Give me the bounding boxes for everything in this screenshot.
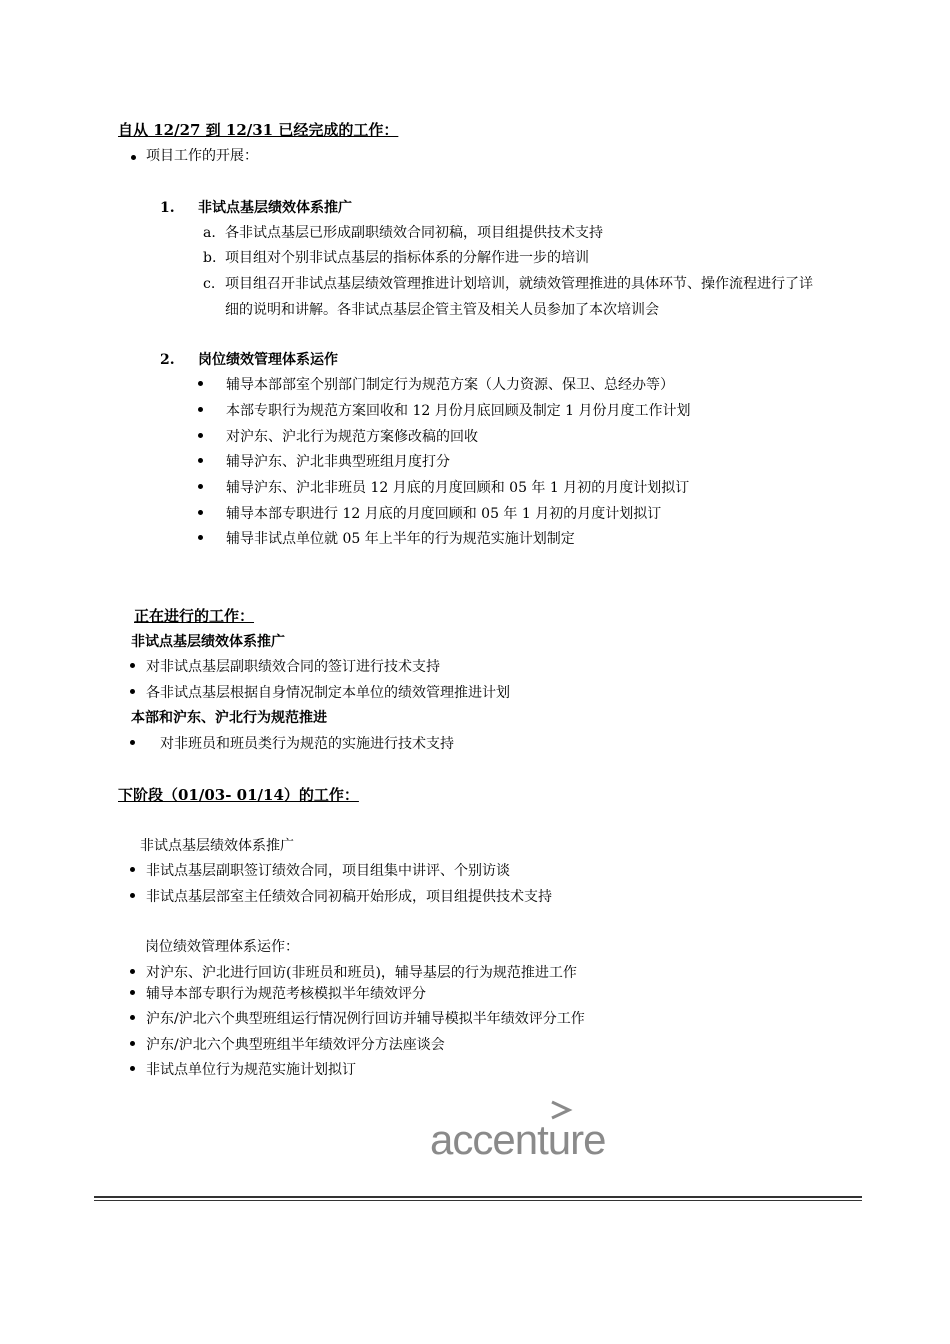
accenture-logo [428,1098,643,1160]
sub-mark-a: a. [203,225,216,241]
section2-group1-bullet: 对非试点基层副职绩效合同的签订进行技术支持 [146,659,440,675]
bullet-dot [130,893,135,898]
section2-group2-title: 本部和沪东、沪北行为规范推进 [131,710,327,726]
bullet-dot [130,1041,135,1046]
sub-item-c: 项目组召开非试点基层绩效管理推进计划培训，就绩效管理推进的具体环节、操作流程进行了详细的说明和讲解。各非试点基层企管主管及相关人员参加了本次培训会 [225,276,813,318]
bullet-dot [130,867,135,872]
item2-bullet: 对沪东、沪北行为规范方案修改稿的回收 [226,429,478,445]
sub-item-b: 项目组对个别非试点基层的指标体系的分解作进一步的培训 [225,250,589,266]
bullet-dot [130,740,135,745]
section2-heading: 正在进行的工作： [134,607,255,625]
section3-group1-bullet: 非试点基层副职签订绩效合同，项目组集中讲评、个别访谈 [146,863,510,879]
section2-group1-bullet: 各非试点基层根据自身情况制定本单位的绩效管理推进计划 [146,685,510,701]
item2-bullet: 辅导本部部室个别部门制定行为规范方案（人力资源、保卫、总经办等） [226,377,674,393]
item2-title: 岗位绩效管理体系运作 [198,352,338,368]
section2-group1-title: 非试点基层绩效体系推广 [131,634,285,650]
bullet-dot [130,689,135,694]
bullet-dot [198,433,203,438]
bullet-dot [130,1015,135,1020]
section3-group1-title: 非试点基层绩效体系推广 [140,838,294,854]
bullet-dot [131,155,136,160]
logo-wordmark: accenture [430,1116,606,1160]
bullet-dot [130,1066,135,1071]
section3-group2-bullet: 非试点单位行为规范实施计划拟订 [146,1062,356,1078]
section3-group1-bullet: 非试点基层部室主任绩效合同初稿开始形成，项目组提供技术支持 [146,889,552,905]
section1-bullet: 项目工作的开展： [146,148,258,164]
sub-item-a: 各非试点基层已形成副职绩效合同初稿，项目组提供技术支持 [225,225,603,241]
bullet-dot [198,510,203,515]
section3-group2-title: 岗位绩效管理体系运作： [145,939,299,955]
item2-bullet: 本部专职行为规范方案回收和 12 月份月底回顾及制定 1 月份月度工作计划 [226,403,691,419]
bullet-dot [130,663,135,668]
section3-group2-bullet: 对沪东、沪北进行回访(非班员和班员)，辅导基层的行为规范推进工作 [146,965,577,981]
footer-rule [94,1196,862,1198]
bullet-dot [130,990,135,995]
bullet-dot [130,969,135,974]
bullet-dot [198,381,203,386]
section3-group2-bullet: 沪东/沪北六个典型班组运行情况例行回访并辅导模拟半年绩效评分工作 [146,1011,585,1027]
item2-bullet: 辅导非试点单位就 05 年上半年的行为规范实施计划制定 [226,531,575,547]
bullet-dot [198,407,203,412]
section1-heading: 自从 12/27 到 12/31 已经完成的工作： [118,121,399,139]
footer-rule [94,1200,862,1201]
bullet-dot [198,535,203,540]
item2-number: 2. [160,352,175,368]
item2-bullet: 辅导沪东、沪北非典型班组月度打分 [226,454,450,470]
item2-bullet: 辅导本部专职进行 12 月底的月度回顾和 05 年 1 月初的月度计划拟订 [226,506,662,522]
item1-number: 1. [160,200,175,216]
sub-mark-b: b. [203,250,217,266]
sub-mark-c: c. [203,276,216,292]
item1-title: 非试点基层绩效体系推广 [198,200,352,216]
section3-group2-bullet: 沪东/沪北六个典型班组半年绩效评分方法座谈会 [146,1037,445,1053]
section3-group2-bullet: 辅导本部专职行为规范考核模拟半年绩效评分 [146,986,426,1002]
section2-group2-bullet: 对非班员和班员类行为规范的实施进行技术支持 [160,736,454,752]
bullet-dot [198,484,203,489]
section3-heading: 下阶段（01/03- 01/14）的工作： [118,786,359,804]
item2-bullet: 辅导沪东、沪北非班员 12 月底的月度回顾和 05 年 1 月初的月度计划拟订 [226,480,690,496]
bullet-dot [198,458,203,463]
